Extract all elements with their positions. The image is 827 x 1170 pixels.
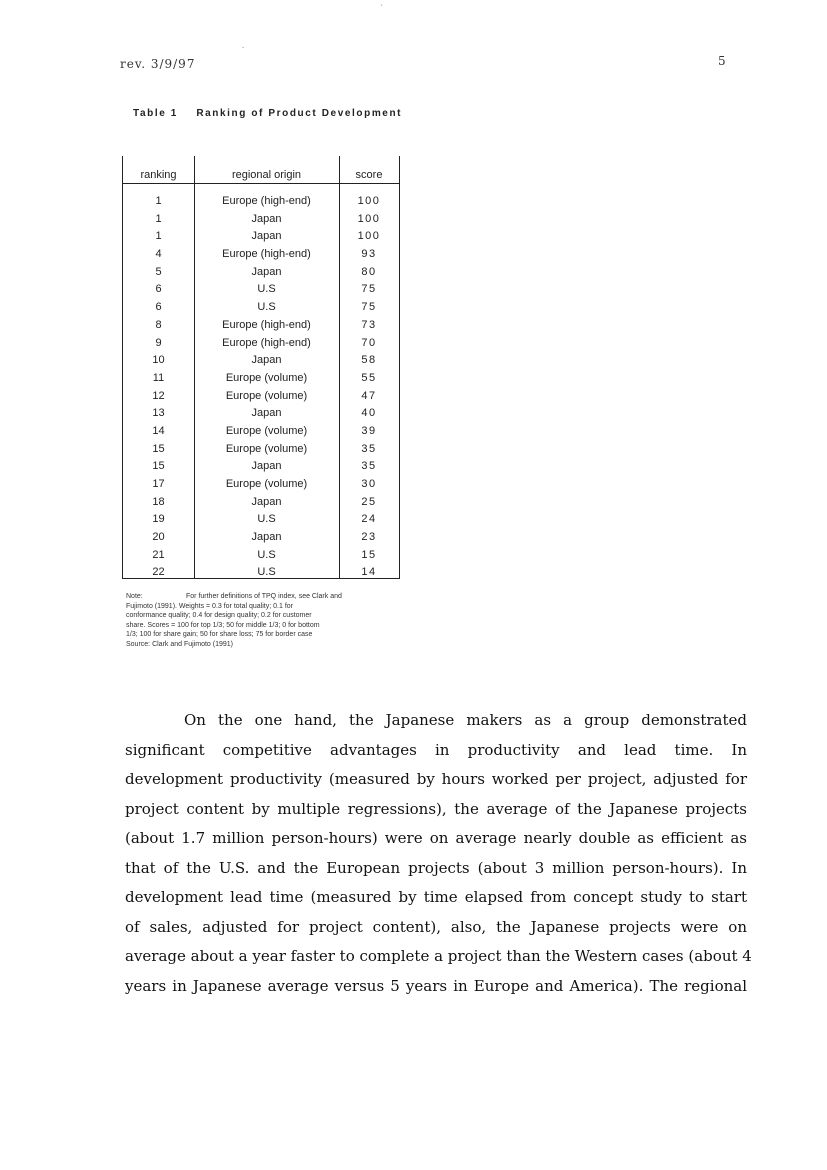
cell-score: 73 [361, 318, 377, 331]
cell-regional-origin: Japan [251, 230, 282, 243]
cell-score: 75 [361, 283, 377, 296]
paragraph-line: that of the U.S. and the European projects (about 3 million person-hours). In [125, 858, 747, 877]
paragraph-line: years in Japanese average versus 5 years in Europe and America). The regional [125, 976, 747, 995]
cell-ranking: 1 [155, 230, 162, 243]
table-row [123, 248, 399, 266]
cell-score: 14 [361, 566, 377, 579]
table-row [123, 460, 399, 478]
cell-score: 75 [361, 301, 377, 314]
header-rule [123, 183, 399, 184]
table-row [123, 425, 399, 443]
table-row [123, 213, 399, 231]
cell-ranking: 8 [155, 318, 162, 331]
cell-ranking: 6 [155, 283, 162, 296]
table-row [123, 372, 399, 390]
table-row [123, 390, 399, 408]
cell-score: 80 [361, 265, 377, 278]
cell-score: 39 [361, 424, 377, 437]
table-row [123, 566, 399, 584]
table-row [123, 407, 399, 425]
note-source: Source: Clark and Fujimoto (1991) [126, 640, 233, 648]
cell-regional-origin: Japan [251, 354, 282, 367]
cell-ranking: 9 [155, 336, 162, 349]
col-header-ranking: ranking [140, 169, 177, 181]
paragraph-line: project content by multiple regressions), the average of the Japanese projects [125, 799, 747, 818]
table-row [123, 230, 399, 248]
cell-score: 93 [361, 248, 377, 261]
cell-score: 40 [361, 407, 377, 420]
cell-regional-origin: Japan [251, 495, 282, 508]
paragraph-line: significant competitive advantages in productivity and lead time. In [125, 740, 747, 759]
paragraph-line: average about a year faster to complete a project than the Western cases (about 4 [125, 947, 752, 965]
cell-ranking: 18 [152, 495, 165, 508]
table-row [123, 496, 399, 514]
table-row [123, 531, 399, 549]
cell-regional-origin: U.S [257, 548, 276, 561]
table-note [126, 592, 416, 650]
table-caption-label: Table 1 [133, 108, 178, 119]
cell-ranking: 1 [155, 195, 162, 207]
note-line: conformance quality; 0.4 for design quality; 0.2 for customer [126, 612, 312, 620]
cell-ranking: 15 [152, 442, 165, 455]
note-line: 1/3; 100 for share gain; 50 for share loss; 75 for border case [126, 631, 313, 639]
table-row [123, 283, 399, 301]
paragraph-line: (about 1.7 million person-hours) were on average nearly double as efficient as [125, 829, 747, 847]
cell-score: 35 [361, 442, 377, 455]
table-row [123, 319, 399, 337]
cell-ranking: 6 [155, 301, 162, 314]
page-number: 5 [718, 54, 726, 68]
cell-regional-origin: Japan [251, 407, 282, 420]
cell-regional-origin: Europe (high-end) [222, 248, 311, 261]
cell-regional-origin: Europe (high-end) [222, 318, 311, 331]
cell-score: 58 [361, 354, 377, 367]
revision-date: rev. 3/9/97 [120, 57, 196, 71]
note-line [126, 592, 416, 602]
cell-score: 100 [357, 212, 381, 225]
cell-regional-origin: Japan [251, 212, 282, 225]
col-header-regional-origin: regional origin [231, 169, 302, 181]
cell-regional-origin: Europe (volume) [225, 478, 308, 490]
cell-regional-origin: U.S [257, 301, 276, 314]
cell-score: 30 [361, 478, 377, 490]
cell-ranking: 13 [152, 407, 165, 420]
cell-ranking: 1 [155, 212, 162, 225]
table-row [123, 301, 399, 319]
cell-ranking: 22 [152, 566, 165, 579]
cell-ranking: 15 [152, 460, 165, 473]
cell-ranking: 12 [152, 389, 165, 402]
note-label: Note: [126, 593, 143, 600]
cell-regional-origin: Europe (high-end) [222, 195, 311, 207]
cell-regional-origin: Europe (high-end) [222, 336, 311, 349]
table-row [123, 443, 399, 461]
cell-regional-origin: Europe (volume) [225, 424, 308, 437]
note-line: Fujimoto (1991). Weights = 0.3 for total quality; 0.1 for [126, 602, 293, 610]
cell-regional-origin: Europe (volume) [225, 442, 308, 455]
table-row [123, 337, 399, 355]
body-paragraph [125, 706, 752, 1001]
table-caption-title: Ranking of Product Development [196, 108, 403, 119]
cell-regional-origin: U.S [257, 513, 276, 526]
cell-score: 100 [357, 230, 381, 243]
cell-score: 15 [361, 548, 377, 561]
cell-score: 35 [361, 460, 377, 473]
table-row [123, 513, 399, 531]
cell-score: 55 [361, 371, 377, 384]
paragraph-line: development lead time (measured by time elapsed from concept study to start [125, 888, 747, 906]
note-line: share. Scores = 100 for top 1/3; 50 for middle 1/3; 0 for bottom [126, 621, 320, 629]
cell-ranking: 21 [152, 548, 165, 561]
table-caption [133, 108, 402, 119]
paragraph-line: development productivity (measured by hours worked per project, adjusted for [125, 770, 747, 788]
cell-score: 25 [361, 495, 377, 508]
cell-regional-origin: Europe (volume) [225, 389, 308, 402]
cell-regional-origin: U.S [257, 566, 276, 579]
cell-score: 47 [361, 389, 377, 402]
cell-score: 23 [361, 531, 377, 544]
cell-regional-origin: Japan [251, 531, 282, 544]
cell-ranking: 17 [152, 478, 165, 490]
cell-ranking: 19 [152, 513, 165, 526]
cell-ranking: 11 [152, 371, 165, 384]
cell-score: 24 [361, 513, 377, 526]
table-body [123, 195, 399, 584]
cell-score: 100 [357, 195, 381, 207]
cell-score: 70 [361, 336, 377, 349]
ranking-table [122, 156, 400, 579]
cell-ranking: 5 [155, 265, 162, 278]
paragraph-line: of sales, adjusted for project content), also, the Japanese projects were on [125, 917, 747, 936]
note-text: For further definitions of TPQ index, see Clark and [186, 593, 342, 600]
cell-ranking: 4 [155, 248, 162, 261]
cell-regional-origin: U.S [257, 283, 276, 296]
col-header-score: score [355, 169, 383, 181]
cell-regional-origin: Japan [251, 265, 282, 278]
cell-regional-origin: Japan [251, 460, 282, 473]
scan-speck: ` [380, 4, 384, 13]
cell-ranking: 14 [152, 424, 165, 437]
table-row [123, 195, 399, 213]
cell-regional-origin: Europe (volume) [225, 371, 308, 384]
table-row [123, 266, 399, 284]
cell-ranking: 10 [152, 354, 165, 367]
table-row [123, 478, 399, 496]
scan-speck: - [242, 44, 245, 51]
table-row [123, 549, 399, 567]
table-row [123, 354, 399, 372]
paragraph-line: On the one hand, the Japanese makers as a group demonstrated [184, 711, 747, 729]
cell-ranking: 20 [152, 531, 165, 544]
